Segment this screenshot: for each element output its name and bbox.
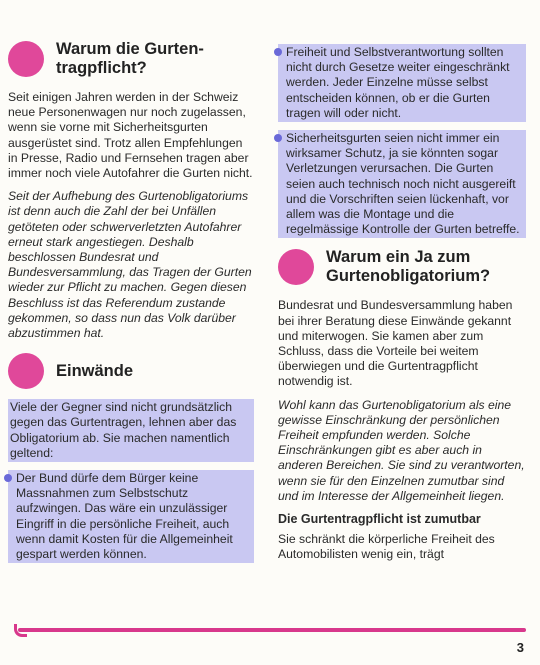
paragraph-italic-background: Seit der Aufhebung des Gurtenobligatoriums ist denn auch die Zahl der bei Unfällen getöteten oder schwerverletzten Autofahrer erneut stark angestiegen. Deshalb beschlossen Bundesrat und Bundesversammlung, das Tragen der Gurten wieder zur Pflicht zu machen. Gegen diesen Beschluss ist das Referendum zustande gekommen, so dass nun das Volk darüber abzustimmen hat. xyxy=(8,189,252,341)
bullet-paragraph-highlighted xyxy=(278,130,526,238)
section-heading-warum-ja xyxy=(278,248,526,286)
section-heading-einwaende xyxy=(8,353,254,389)
pink-circle-icon xyxy=(8,353,44,389)
bullet-text: Sicherheitsgurten seien nicht immer ein wirksamer Schutz, ja sie könnten sogar Verletzungen verursachen. Die Gurten seien auch technisch noch nicht ausgereift und die Vorschriften seien lückenhaft, vor allem was die Montage und die regelmässige Kontrolle der Gurten betreffe. xyxy=(286,131,520,237)
right-column xyxy=(278,44,526,570)
decorative-pink-rule xyxy=(18,628,526,632)
heading-text xyxy=(326,248,490,286)
section-heading-gurtentragpflicht xyxy=(8,40,254,78)
bullet-dot-icon xyxy=(274,134,282,142)
paragraph-highlighted-objections: Viele der Gegner sind nicht grundsätzlich gegen das Gurtentragen, lehnen aber das Obligatorium ab. Sie machen namentlich geltend: xyxy=(8,399,254,462)
pink-circle-icon xyxy=(278,249,314,285)
heading-line: Gurtenobligatorium? xyxy=(326,267,491,286)
bullet-paragraph-highlighted xyxy=(278,44,526,122)
paragraph-argument: Bundesrat und Bundesversammlung haben bei ihrer Beratung diese Einwände gekannt und miterwogen. Sie kamen aber zum Schluss, dass die Vorteile bei weitem überwiegen und die Gurtentragpflicht notwendig ist. xyxy=(278,298,513,389)
heading-line: tragpflicht? xyxy=(56,59,147,77)
bullet-paragraph-highlighted xyxy=(8,470,254,563)
left-column xyxy=(8,40,254,571)
heading-text: Einwände xyxy=(56,361,134,380)
subheading-zumutbar: Die Gurtentragpflicht ist zumutbar xyxy=(278,512,481,527)
heading-text xyxy=(56,40,204,78)
bullet-dot-icon xyxy=(4,474,12,482)
page-number: 3 xyxy=(516,640,524,655)
bullet-text: Freiheit und Selbstverantwortung sollten nicht durch Gesetze weiter eingeschränkt werden. Jeder Einzelne müsse selbst entscheiden können, ob er die Gurten tragen will oder nicht. xyxy=(286,45,510,120)
heading-line: Warum die Gurten- xyxy=(56,40,204,58)
heading-line: Warum ein Ja zum xyxy=(326,248,471,267)
paragraph-continuation: Sie schränkt die körperliche Freiheit des Automobilisten wenig ein, trägt xyxy=(278,532,495,562)
bullet-text: Der Bund dürfe dem Bürger keine Massnahmen zum Selbstschutz aufzwingen. Das wäre ein unzulässiger Eingriff in die persönliche Freiheit, auch wenn damit Kosten für die Allgemeinheit gespart werden können. xyxy=(16,471,233,562)
paragraph-italic-argument: Wohl kann das Gurtenobligatorium als eine gewisse Einschränkung der persönlichen Freiheit empfunden werden. Solche Einschränkungen gibt es aber auch in anderen Bereichen. Sie sind zu verantworten, wenn sie für den Einzelnen zumutbar sind und im Interesse der Allgemeinheit liegen. xyxy=(278,397,525,503)
paragraph-intro: Seit einigen Jahren werden in der Schweiz neue Personenwagen nur noch zugelassen, wenn sie vorne mit Sicherheitsgurten ausgerüstet sind. Trotz allen Empfehlungen in Presse, Radio und Fernsehen tragen aber immer noch viele Autofahrer die Gurten nicht. xyxy=(8,90,253,181)
bullet-dot-icon xyxy=(274,48,282,56)
pink-circle-icon xyxy=(8,41,44,77)
